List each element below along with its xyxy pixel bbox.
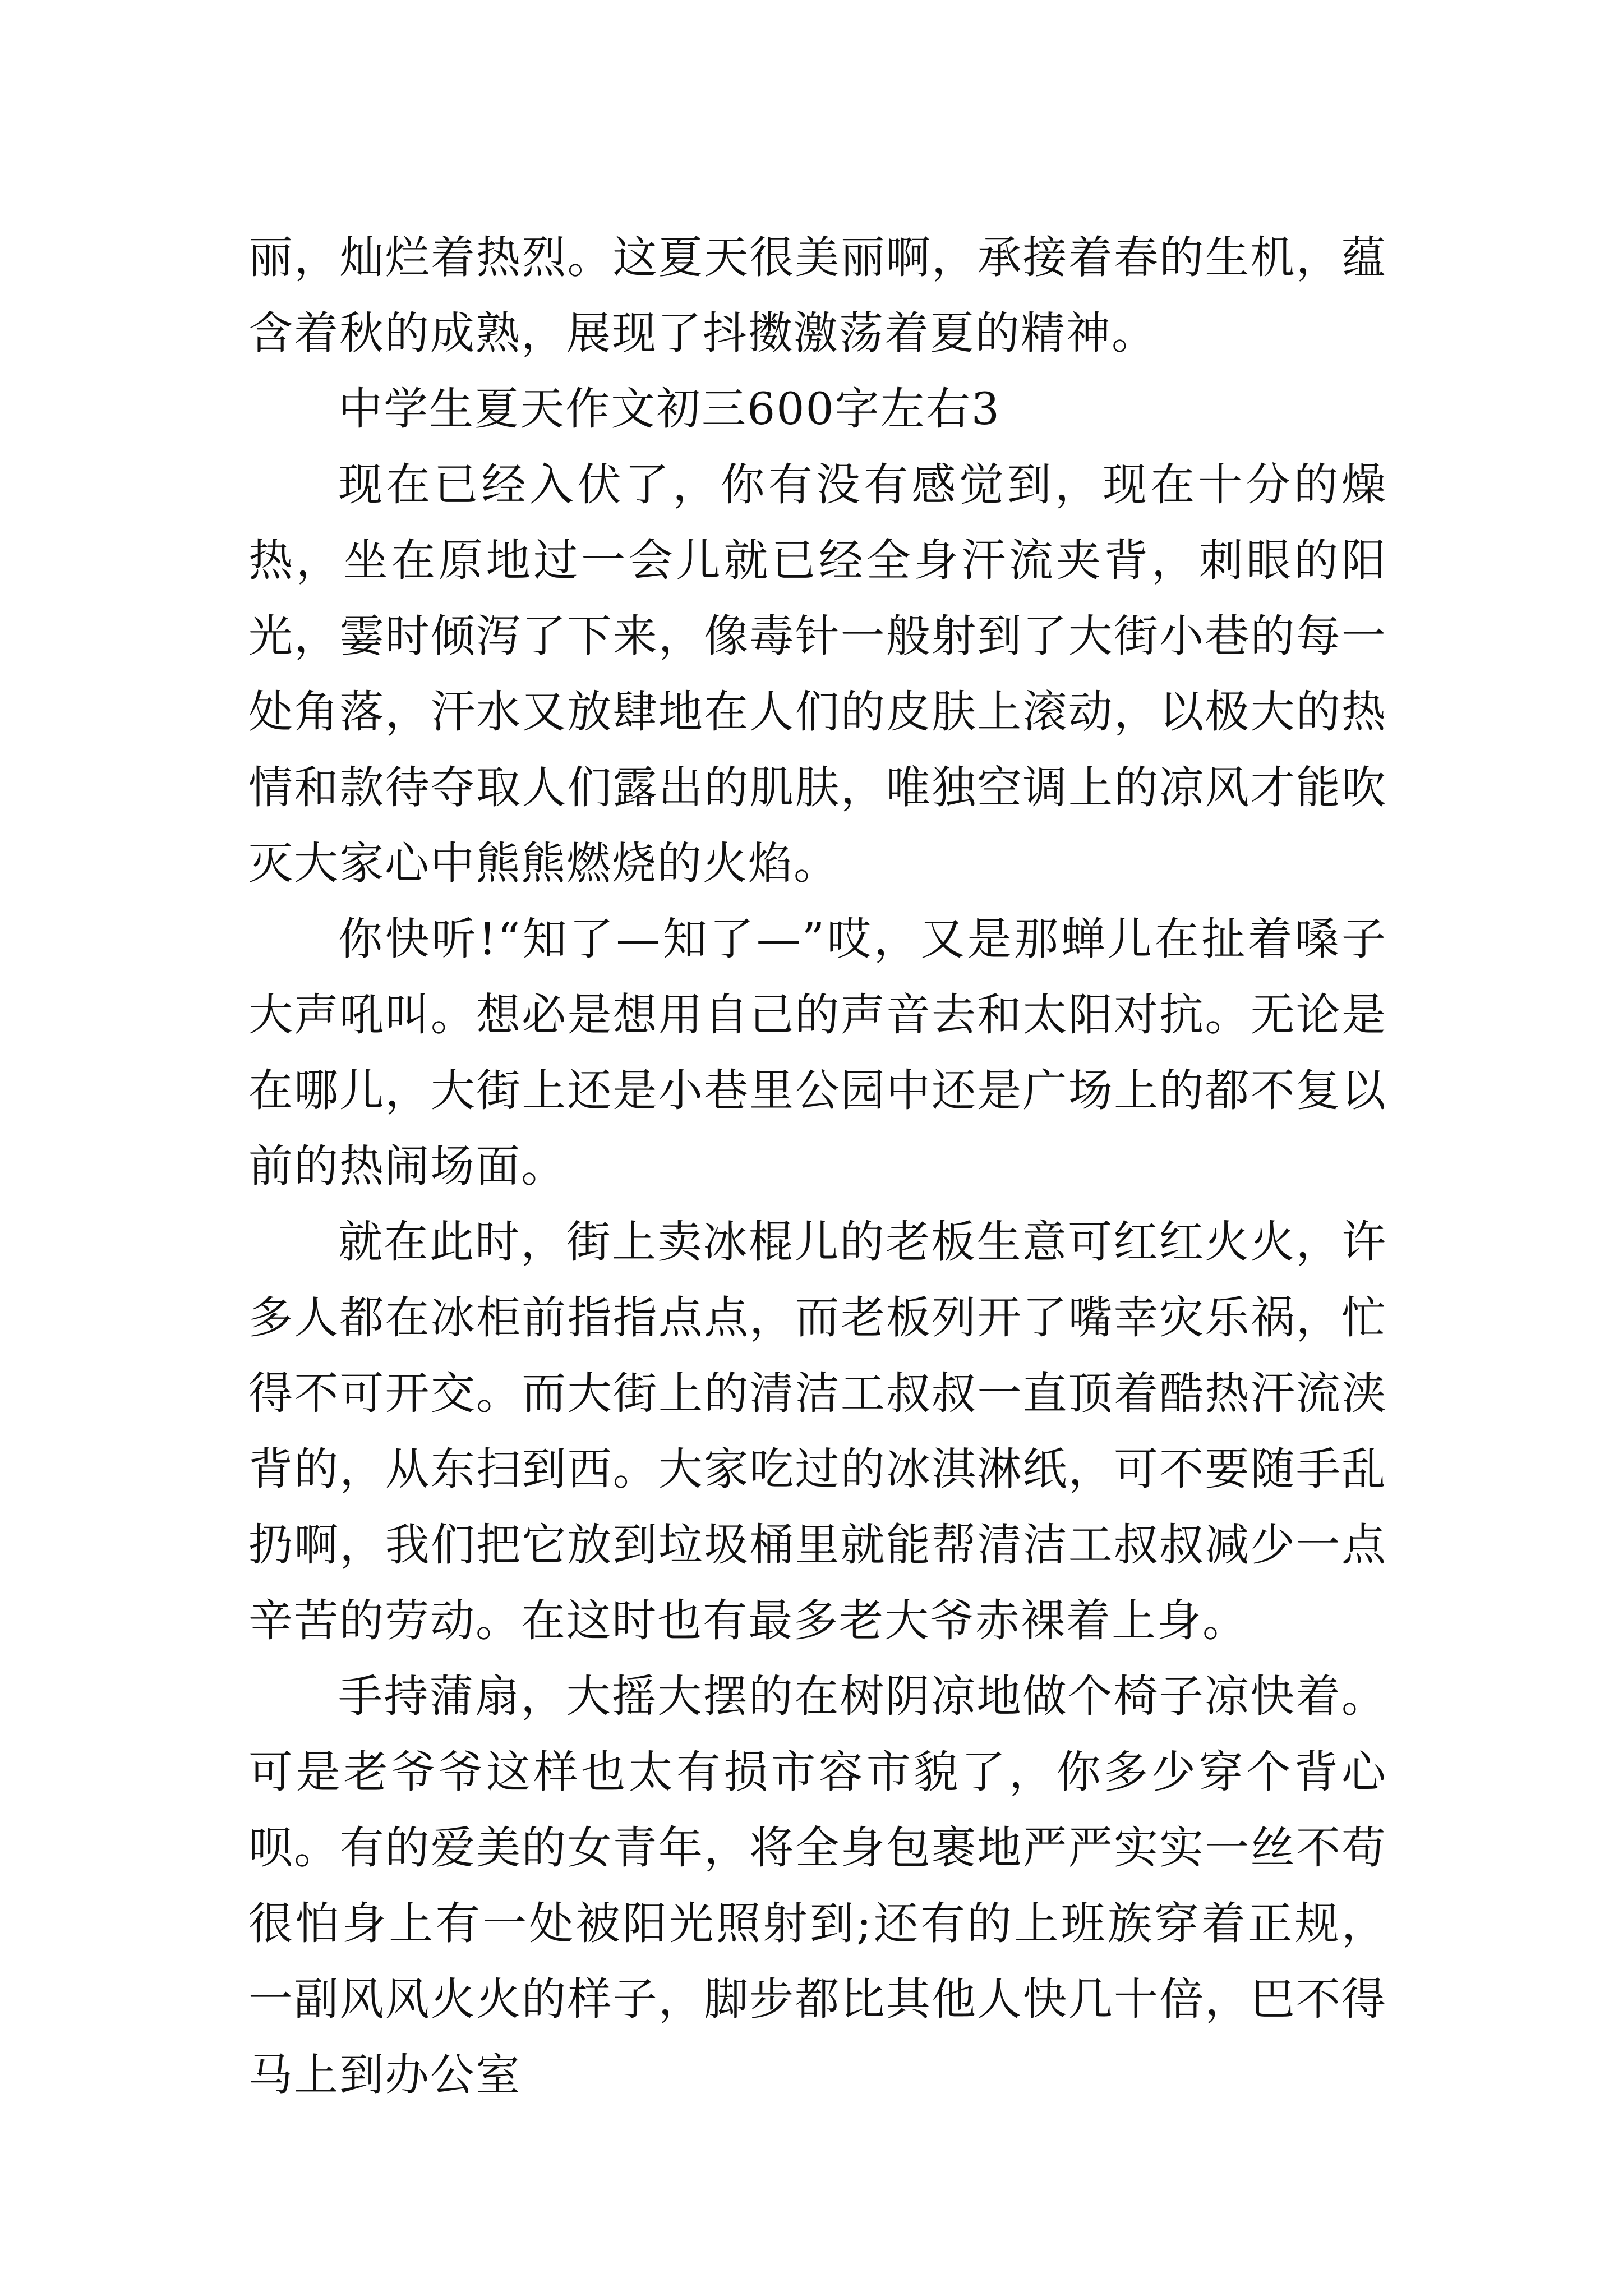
- document-body: [248, 220, 1387, 2113]
- paragraph-4: 手持蒲扇，大摇大摆的在树阴凉地做个椅子凉快着。可是老爷爷这样也太有损市容市貌了，你多少穿个背心呗。有的爱美的女青年，将全身包裹地严严实实一丝不苟很怕身上有一处被阳光照射到;还有的上班族穿着正规，一副风风火火的样子，脚步都比其他人快几十倍，巴不得马上到办公室: [248, 1671, 1387, 2101]
- paragraph-1: 现在已经入伏了，你有没有感觉到，现在十分的燥热，坐在原地过一会儿就已经全身汗流夹背，刺眼的阳光，霎时倾泻了下来，像毒针一般射到了大街小巷的每一处角落，汗水又放肆地在人们的皮肤上滚动，以极大的热情和款待夺取人们露出的肌肤，唯独空调上的凉风才能吹灭大家心中熊熊燃烧的火焰。: [248, 459, 1387, 889]
- essay-title: 中学生夏天作文初三600字左右3: [338, 383, 1001, 435]
- paragraph-3: 就在此时，街上卖冰棍儿的老板生意可红红火火，许多人都在冰柜前指指点点，而老板列开了嘴幸灾乐祸，忙得不可开交。而大街上的清洁工叔叔一直顶着酷热汗流浃背的，从东扫到西。大家吃过的冰淇淋纸，可不要随手乱扔啊，我们把它放到垃圾桶里就能帮清洁工叔叔减少一点辛苦的劳动。在这时也有最多老大爷赤裸着上身。: [248, 1216, 1387, 1646]
- paragraph-continued: 丽，灿烂着热烈。这夏天很美丽啊，承接着春的生机，蕴含着秋的成熟，展现了抖擞激荡着夏的精神。: [248, 232, 1387, 359]
- paragraph-2: 你快听!“知了—知了—”哎，又是那蝉儿在扯着嗓子大声吼叫。想必是想用自己的声音去和太阳对抗。无论是在哪儿，大街上还是小巷里公园中还是广场上的都不复以前的热闹场面。: [248, 913, 1387, 1192]
